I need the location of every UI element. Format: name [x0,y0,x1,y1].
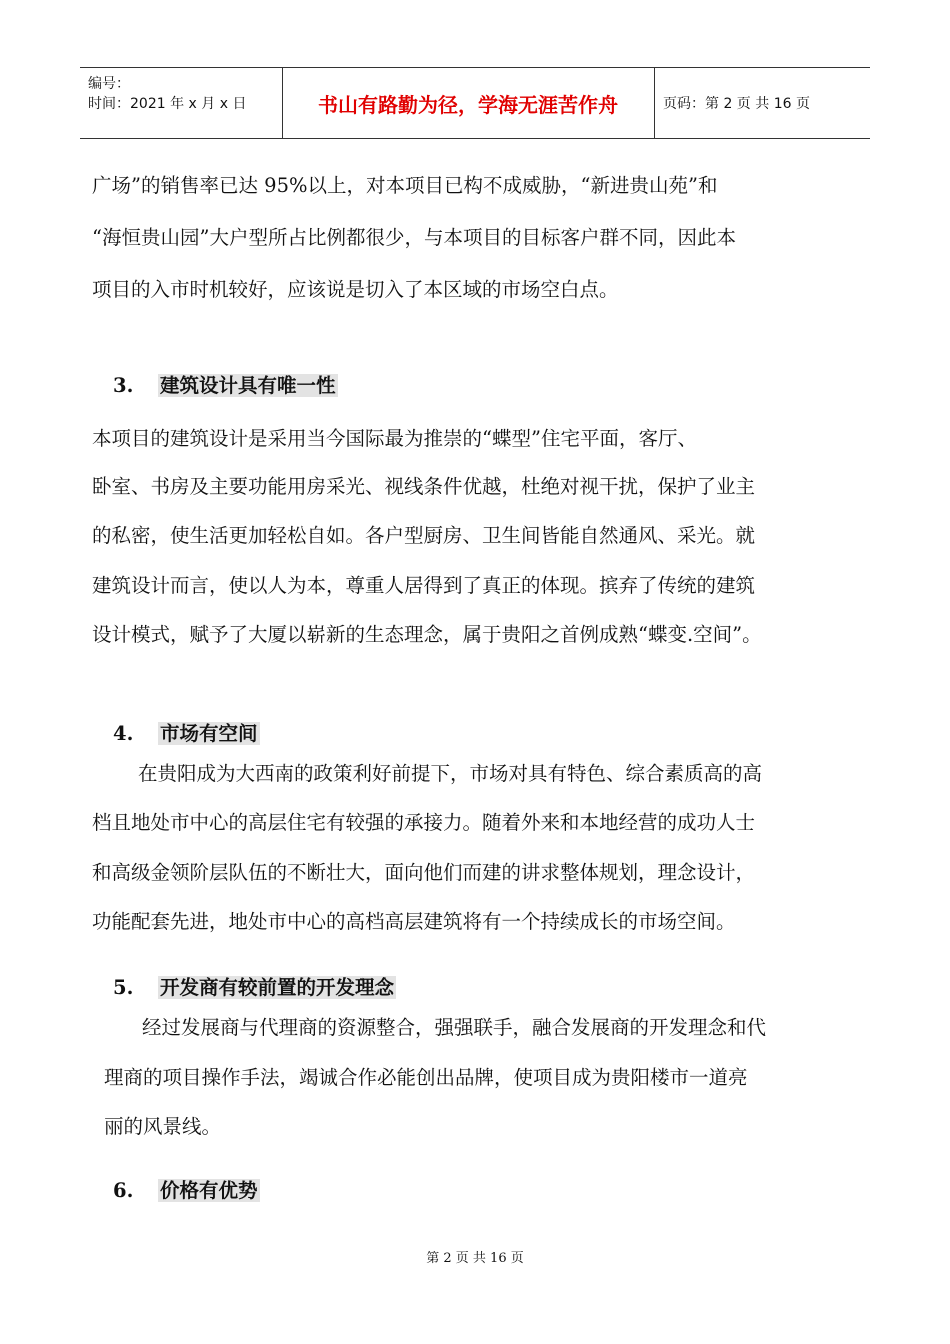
paragraph-line: 广场”的销售率已达 95%以上，对本项目已构不成威胁，“新进贵山苑”和 [92,174,718,197]
paragraph-line: 功能配套先进，地处市中心的高档高层建筑将有一个持续成长的市场空间。 [92,910,736,933]
header-date: 时间：2021 年 x 月 x 日 [88,96,247,112]
paragraph-line: 经过发展商与代理商的资源整合，强强联手，融合发展商的开发理念和代 [142,1016,767,1039]
section-heading [113,718,260,746]
paragraph-line: 和高级金领阶层队伍的不断壮大，面向他们而建的讲求整体规划，理念设计， [92,861,756,884]
section-heading [113,370,338,398]
paragraph-line: 设计模式，赋予了大厦以崭新的生态理念，属于贵阳之首例成熟“蝶变.空间”。 [92,623,762,646]
paragraph-line: 丽的风景线。 [104,1115,222,1138]
section-title: 开发商有较前置的开发理念 [160,976,395,999]
header-divider [654,68,655,138]
paragraph-line: 在贵阳成为大西南的政策利好前提下，市场对具有特色、综合素质高的高 [138,762,763,785]
paragraph-line: “海恒贵山园”大户型所占比例都很少，与本项目的目标客户群不同，因此本 [92,226,736,249]
section-heading [113,1175,260,1203]
header-number: 编号： [88,76,130,92]
section-heading [113,972,396,1000]
paragraph-line: 理商的项目操作手法，竭诚合作必能创出品牌，使项目成为贵阳楼市一道亮 [104,1066,748,1089]
paragraph-line: 卧室、书房及主要功能用房采光、视线条件优越，杜绝对视干扰，保护了业主 [92,475,756,498]
section-number: 6. [113,1179,134,1202]
paragraph-line: 档且地处市中心的高层住宅有较强的承接力。随着外来和本地经营的成功人士 [92,811,756,834]
paragraph-line: 项目的入市时机较好，应该说是切入了本区域的市场空白点。 [92,278,619,301]
paragraph-line: 本项目的建筑设计是采用当今国际最为推崇的“蝶型”住宅平面，客厅、 [92,427,697,450]
section-title: 价格有优势 [160,1179,258,1202]
section-number: 3. [113,374,134,397]
section-number: 5. [113,976,134,999]
section-title: 建筑设计具有唯一性 [160,374,336,397]
page-footer: 第 2 页 共 16 页 [426,1251,524,1266]
header-meta [88,74,246,114]
section-number: 4. [113,722,134,745]
paragraph-line: 建筑设计而言，使以人为本，尊重人居得到了真正的体现。摈弃了传统的建筑 [92,574,756,597]
header-motto: 书山有路勤为径，学海无涯苦作舟 [318,92,618,117]
section-title: 市场有空间 [160,722,258,745]
paragraph-line: 的私密，使生活更加轻松自如。各户型厨房、卫生间皆能自然通风、采光。就 [92,524,756,547]
page-header [80,67,870,139]
header-page-number: 页码：第 2 页 共 16 页 [663,96,810,112]
